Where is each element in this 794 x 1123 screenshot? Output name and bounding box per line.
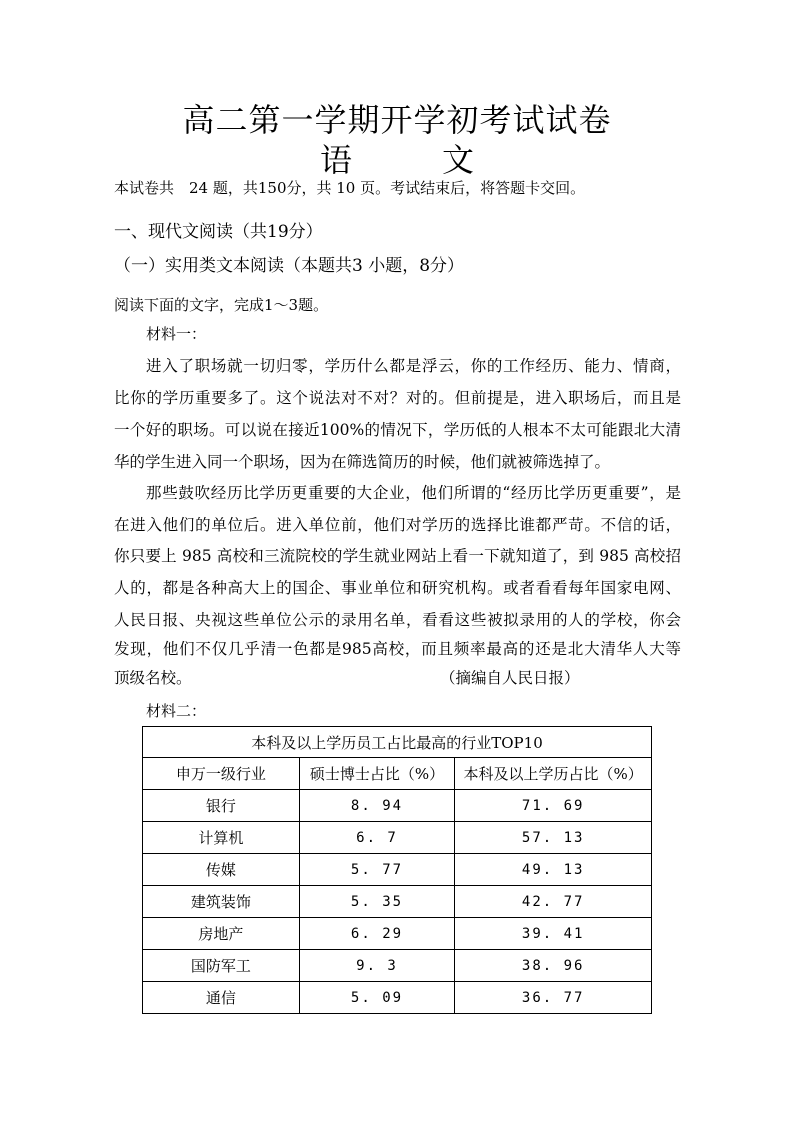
passage-line: 华的学生进入同一个职场，因为在筛选简历的时候，他们就被筛选掉了。 [114,453,611,471]
material2-label: 材料二： [146,702,207,720]
master-phd-ratio-cell: 8. 94 [299,790,455,822]
subsection-heading: （一）实用类文本阅读（本题共3 小题，8分） [114,256,465,276]
bachelor-ratio-cell: 36. 77 [455,982,652,1014]
bachelor-ratio-cell: 39. 41 [455,918,652,950]
passage-line: 你只要上 985 高校和三流院校的学生就业网站上看一下就知道了，到 985 高校招 [114,547,681,565]
table-row [143,950,652,982]
table-row [143,982,652,1014]
bachelor-ratio-cell: 57. 13 [455,822,652,854]
table-caption: 本科及以上学历员工占比最高的行业TOP10 [143,727,652,758]
passage-line: 人民日报、央视这些单位公示的录用名单，看看这些被拟录用的人的学校，你会 [114,611,681,629]
passage-line: 发现，他们不仅几乎清一色都是985高校，而且频率最高的还是北大清华人大等 [114,640,681,658]
master-phd-ratio-cell: 5. 35 [299,886,455,918]
exam-title: 高二第一学期开学初考试试卷 [182,101,612,139]
passage-line: 在进入他们的单位后。进入单位前，他们对学历的选择比谁都严苛。不信的话， [114,516,681,534]
column-header: 本科及以上学历占比（%） [455,758,652,790]
table-row [143,790,652,822]
industry-education-table [142,726,652,1014]
table-row [143,918,652,950]
industry-cell: 传媒 [143,854,300,886]
bachelor-ratio-cell: 71. 69 [455,790,652,822]
master-phd-ratio-cell: 5. 09 [299,982,455,1014]
master-phd-ratio-cell: 6. 7 [299,822,455,854]
master-phd-ratio-cell: 6. 29 [299,918,455,950]
passage-line: 顶级名校。 [114,669,192,687]
material1-label: 材料一： [146,325,207,343]
industry-cell: 房地产 [143,918,300,950]
industry-cell: 通信 [143,982,300,1014]
table-header-row [143,758,652,790]
master-phd-ratio-cell: 9. 3 [299,950,455,982]
column-header: 申万一级行业 [143,758,300,790]
industry-cell: 计算机 [143,822,300,854]
passage-line: 比你的学历重要多了。这个说法对不对？对的。但前提是，进入职场后，而且是 [114,389,681,407]
industry-cell: 国防军工 [143,950,300,982]
table-row [143,822,652,854]
exam-intro: 本试卷共 24 题，共150分，共 10 页。考试结束后，将答题卡交回。 [114,179,586,197]
passage-line: 那些鼓吹经历比学历更重要的大企业，他们所谓的“经历比学历更重要”，是 [146,484,681,502]
bachelor-ratio-cell: 42. 77 [455,886,652,918]
table-row [143,886,652,918]
bachelor-ratio-cell: 38. 96 [455,950,652,982]
passage-line: 一个好的职场。可以说在接近100%的情况下，学历低的人根本不太可能跟北大清 [114,421,681,439]
table-row [143,854,652,886]
passage-line: 进入了职场就一切归零，学历什么都是浮云，你的工作经历、能力、情商， [146,357,681,375]
subject-char-2: 文 [442,141,475,179]
industry-cell: 银行 [143,790,300,822]
column-header: 硕士博士占比（%） [299,758,455,790]
subject-char-1: 语 [319,141,352,179]
section-heading: 一、现代文阅读（共19分） [114,222,323,242]
industry-cell: 建筑装饰 [143,886,300,918]
reading-instruction: 阅读下面的文字，完成1～3题。 [114,296,329,314]
bachelor-ratio-cell: 49. 13 [455,854,652,886]
subject-title [0,140,794,180]
passage-line: 人的，都是各种高大上的国企、事业单位和研究机构。或者看看每年国家电网、 [114,579,681,597]
master-phd-ratio-cell: 5. 77 [299,854,455,886]
material1-source: （摘编自人民日报） [440,669,580,687]
